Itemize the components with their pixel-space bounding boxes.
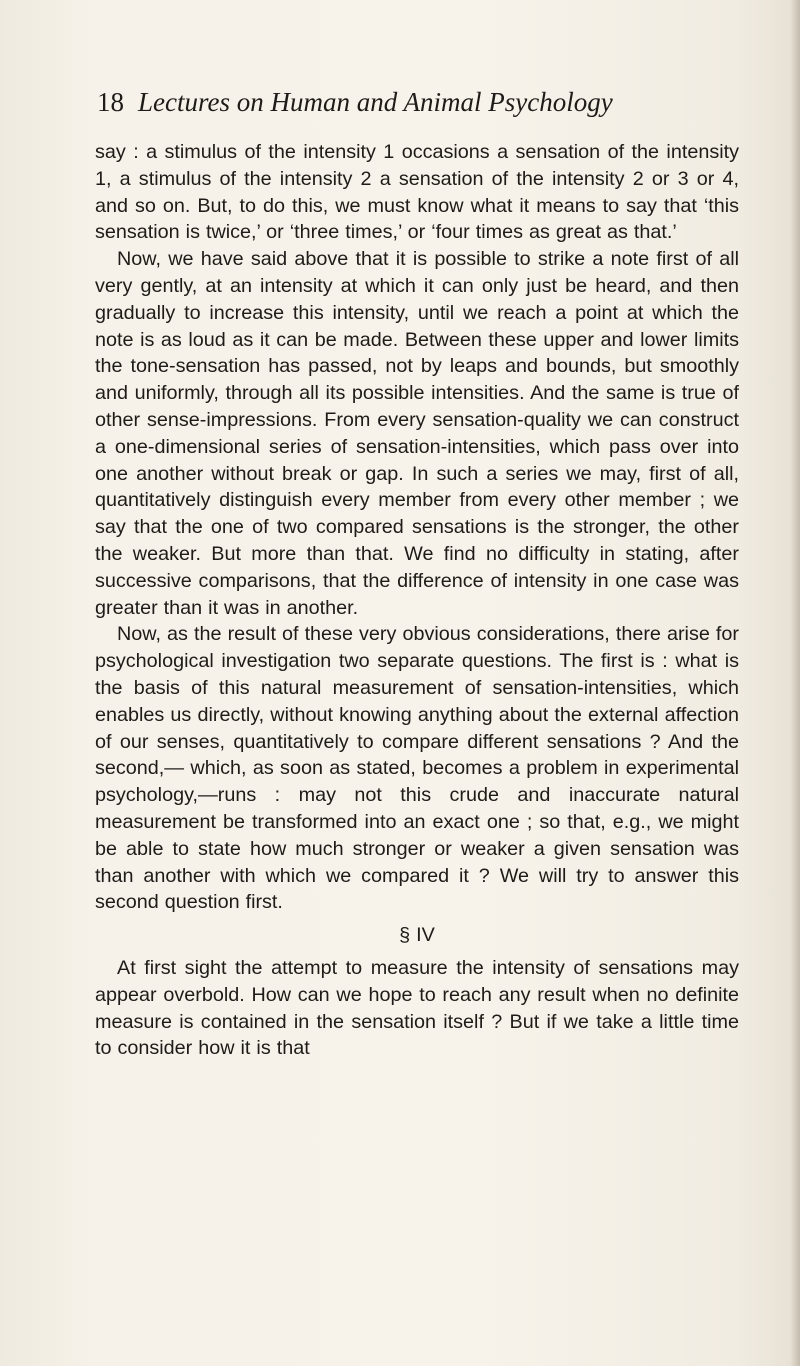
page-number: 18 bbox=[97, 87, 124, 117]
section-heading: § IV bbox=[399, 924, 435, 947]
running-header bbox=[97, 82, 717, 122]
page-edge-shadow bbox=[790, 0, 800, 1366]
paragraph-1: say : a stimulus of the intensity 1 occasions a sensation of the intensity 1, a stimulus of the intensity 2 a sensation of the intensity 2 or 3 or 4, and so on. But, to do this, we must know what it means to say that ‘this sensation is twice,’ or ‘three times,’ or ‘four times as great as that.’ bbox=[95, 141, 739, 244]
body-text bbox=[95, 139, 739, 1062]
paragraph-3: Now, as the result of these very obvious considerations, there arise for psychological investigation two separate questions. The first is : what is the basis of this natural measurement of sensation-intensities, which enables us directly, without knowing anything about the external affection of our senses, quantitatively to compare different sensations ? And the second,— which, as soon as stated, becomes a problem in experimental psychology,—runs : may not this crude and inaccurate natural measurement be transformed into an exact one ; so that, e.g., we might be able to state how much stronger or weaker a given sensation was than another with which we compared it ? We will try to answer this second question first. bbox=[95, 623, 739, 914]
paragraph-4: At first sight the attempt to measure the intensity of sensations may appear overbold. How can we hope to reach any result when no definite measure is contained in the sensation itself ? But if we take a little time to consider how it is that bbox=[95, 956, 739, 1060]
paragraph-2: Now, we have said above that it is possible to strike a note first of all very gently, at an intensity at which it can only just be heard, and then gradually to increase this intensity, until we reach a point at which the note is as loud as it can be made. Between these upper and lower limits the tone-sensation has passed, not by leaps and bounds, but smoothly and uniformly, through all its possible intensities. And the same is true of other sense-impressions. From every sensation-quality we can construct a one-dimensional series of sensation-intensities, which pass over into one another without break or gap. In such a series we may, first of all, quantitatively distinguish every member from every other member ; we say that the one of two compared sensations is the stronger, the other the weaker. But more than that. We find no difficulty in stating, after successive comparisons, that the difference of intensity in one case was greater than it was in another. bbox=[95, 248, 739, 619]
running-title: Lectures on Human and Animal Psychology bbox=[138, 87, 613, 117]
